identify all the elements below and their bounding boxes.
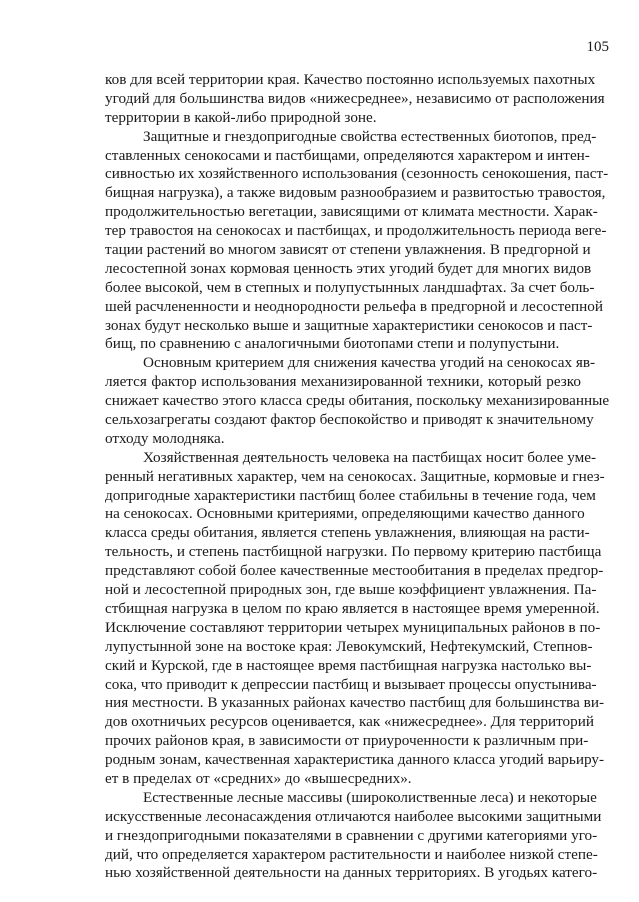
text-line: и гнездопригодными показателями в сравнении с другими категориями уго- [105, 826, 598, 844]
text-line: тации растений во многом зависят от степени увлажнения. В предгорной и [105, 241, 591, 259]
text-line: прочих районов края, в зависимости от приуроченности к различным при- [105, 732, 589, 750]
text-line: на сенокосах. Основными критериями, определяющими качество данного [105, 505, 585, 523]
paragraph [105, 127, 609, 355]
text-line: тельность, и степень пастбищной нагрузки. По первому критерию пастбища [105, 543, 602, 561]
text-line: ренный негативных характер, чем на сенокосах. Защитные, кормовые и гнез- [105, 467, 605, 485]
text-line: сельхозагрегаты создают фактор беспокойство и приводят к значительному [105, 411, 594, 429]
text-line: ский и Курской, где в настоящее время пастбищная нагрузка настолько вы- [105, 656, 592, 674]
text-line: ния местности. В указанных районах качество пастбищ для большинства ви- [105, 694, 605, 712]
text-line: ков для всей территории края. Качество постоянно используемых пахотных [105, 71, 596, 88]
text-line: представляют собой более качественные местообитания в пределах предгор- [105, 562, 604, 580]
text-line: ляется фактор использования механизированной техники, который резко [105, 373, 581, 391]
text-line: Исключение составляют территории четырех муниципальных районов в по- [105, 618, 601, 636]
text-line: допригодные характеристики пастбищ более стабильны в течение года, чем [105, 486, 596, 504]
text-line: Защитные и гнездопригодные свойства естественных биотопов, пред- [143, 127, 597, 145]
text-line: ставленных сенокосами и пастбищами, определяются характером и интен- [105, 146, 590, 164]
text-line: стбищная нагрузка в целом по краю является в настоящее время умеренной. [105, 599, 600, 617]
text-line: зонах будут несколько выше и защитные характеристики сенокосов и паст- [105, 316, 593, 334]
text-line: отходу молодняка. [105, 429, 225, 447]
page-number: 105 [586, 39, 609, 55]
text-line: Хозяйственная деятельность человека на пастбищах носит более уме- [143, 448, 597, 466]
paragraph [105, 71, 605, 128]
text-line: лесостепной зонах кормовая ценность этих угодий будет для многих видов [105, 259, 592, 277]
text-line: Основным критерием для снижения качества угодий на сенокосах яв- [143, 354, 596, 372]
text-line: продолжительностью вегетации, зависящими от климата местности. Харак- [105, 203, 598, 221]
text-line: лупустынной зоне на востоке края: Левокумский, Нефтекумский, Степнов- [105, 637, 593, 655]
text-line: угодий для большинства видов «нижесреднее», независимо от расположения [105, 89, 605, 107]
text-line: бищная нагрузка), а также видовым разнообразием и развитостью травостоя, [105, 184, 606, 202]
text-line: класса среды обитания, является степень увлажнения, влияющая на расти- [105, 524, 590, 542]
text-line: сивностью их хозяйственного использования (сезонность сенокошения, паст- [105, 165, 609, 183]
text-line: тер травостоя на сенокосах и пастбищах, и продолжительность периода веге- [105, 222, 607, 240]
text-line: сока, что приводит к депрессии пастбищ и вызывает процессы опустынива- [105, 675, 597, 693]
text-line: Естественные лесные массивы (широколиственные леса) и некоторые [143, 788, 597, 806]
text-line: дов охотничьих ресурсов оценивается, как «нижесреднее». Для территорий [105, 713, 594, 731]
paragraph [105, 448, 605, 789]
text-line: шей расчлененности и неоднородности рельефа в предгорной и лесостепной [105, 297, 603, 315]
paragraph [105, 788, 602, 883]
body-text [105, 71, 610, 883]
text-line: более высокой, чем в степных и полупустынных ландшафтах. За счет боль- [105, 278, 595, 296]
text-line: родным зонам, качественная характеристика данного класса угодий варьиру- [105, 751, 604, 769]
text-line: нью хозяйственной деятельности на данных территориях. В угодьях катего- [105, 864, 598, 882]
text-line: ной и лесостепной природных зон, где выше коэффициент увлажнения. Па- [105, 581, 597, 599]
text-line: искусственные лесонасаждения отличаются наиболее высокими защитными [105, 807, 602, 825]
text-line: снижает качество этого класса среды обитания, поскольку механизированные [105, 392, 610, 410]
text-line: ет в пределах от «средних» до «вышесредних». [105, 769, 412, 787]
text-line: дий, что определяется характером растительности и наиболее низкой степе- [105, 845, 598, 863]
text-line: бищ, по сравнению с аналогичными биотопами степи и полупустыни. [105, 335, 560, 353]
paragraph [105, 354, 610, 448]
text-line: территории в какой-либо природной зоне. [105, 108, 377, 126]
